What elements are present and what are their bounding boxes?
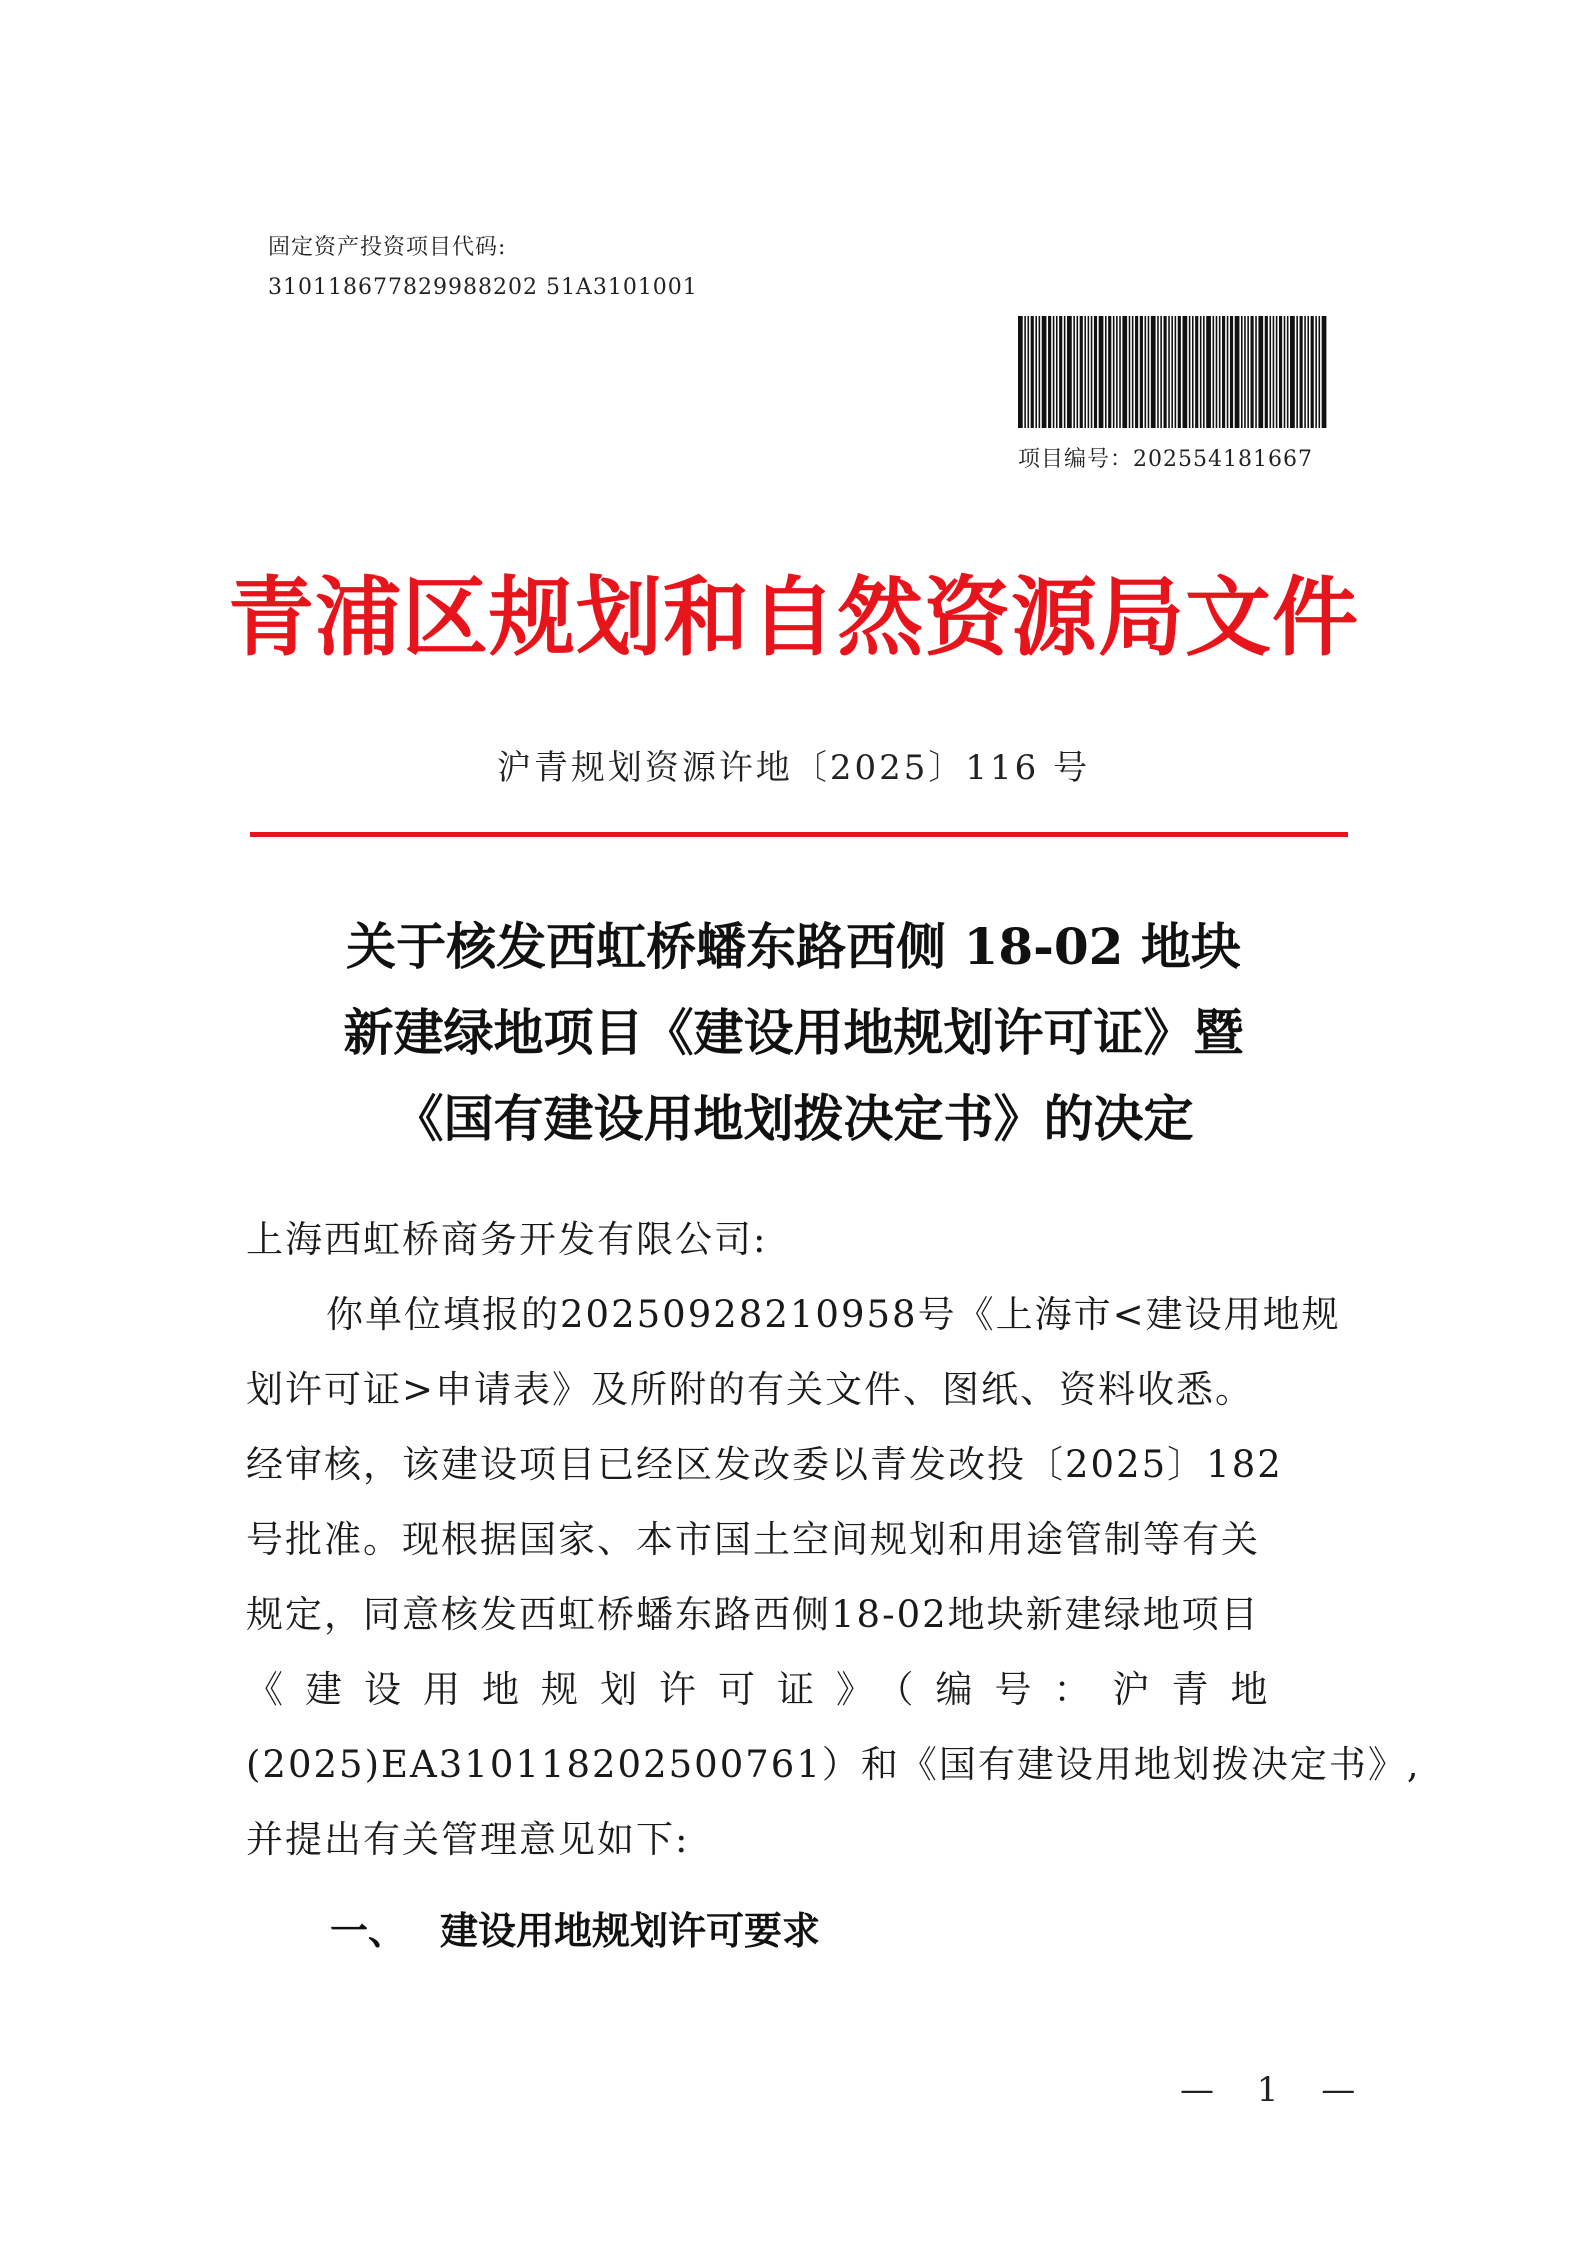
barcode-bar <box>1132 316 1134 428</box>
barcode-bar <box>1164 316 1167 428</box>
barcode-bar <box>1091 316 1093 428</box>
red-divider <box>250 832 1348 837</box>
section-heading <box>330 1900 820 1955</box>
barcode-bar <box>1084 316 1086 428</box>
barcode-bar <box>1108 316 1111 428</box>
barcode-bar <box>1200 316 1202 428</box>
barcode-bar <box>1216 316 1218 428</box>
barcode-bar <box>1251 316 1254 428</box>
barcode-bar <box>1024 316 1026 428</box>
barcode-bar <box>1059 316 1062 428</box>
body-text <box>246 1202 1421 1877</box>
barcode-bar <box>1157 316 1159 428</box>
issuing-authority-title: 青浦区规划和自然资源局文件 <box>228 568 1359 668</box>
barcode-bar <box>1073 316 1075 428</box>
barcode-bar <box>1269 316 1271 428</box>
body-line: 《建设用地规划许可证》（编号：沪青地 <box>246 1668 1290 1711</box>
body-line: (2025)EA310118202500761）和《国有建设用地划拨决定书》, <box>246 1743 1421 1786</box>
section-number: 一、 <box>330 1909 407 1953</box>
barcode-bar <box>1151 316 1156 428</box>
barcode-bar <box>1160 316 1162 428</box>
barcode-bar <box>1105 316 1107 428</box>
barcode-bar <box>1178 316 1181 428</box>
barcode-bar <box>1315 316 1317 428</box>
decision-title-line: 《国有建设用地划拨决定书》的决定 <box>393 1089 1194 1148</box>
barcode-bar <box>1053 316 1055 428</box>
barcode-bar <box>1290 316 1295 428</box>
barcode-bar <box>1255 316 1257 428</box>
barcode-bar <box>1311 316 1314 428</box>
document-number: 沪青规划资源许地〔2025〕116 号 <box>496 748 1091 788</box>
barcode-bar <box>1235 316 1240 428</box>
decision-title <box>0 904 1587 1162</box>
barcode-bar <box>1119 316 1121 428</box>
barcode-bar <box>1135 316 1138 428</box>
barcode-bar <box>1203 316 1205 428</box>
barcode-bar <box>1195 316 1198 428</box>
barcode-bar <box>1035 316 1037 428</box>
barcode-bar <box>1241 316 1243 428</box>
barcode-bar <box>1182 316 1187 428</box>
barcode-bar <box>1171 316 1173 428</box>
addressee: 上海西虹桥商务开发有限公司: <box>246 1218 768 1261</box>
barcode-bar <box>1265 316 1268 428</box>
barcode-bar <box>1192 316 1194 428</box>
barcode-bar <box>1148 316 1150 428</box>
barcode-bar <box>1189 316 1191 428</box>
barcode-bar <box>1304 316 1306 428</box>
section-title: 建设用地规划许可要求 <box>440 1909 821 1953</box>
barcode-bar <box>1284 316 1286 428</box>
barcode-bar <box>1088 316 1090 428</box>
barcode-bar <box>1168 316 1170 428</box>
fixed-asset-code-block <box>268 228 698 308</box>
barcode-bar <box>1039 316 1041 428</box>
decision-title-line: 新建绿地项目《建设用地规划许可证》暨 <box>343 1003 1244 1062</box>
barcode-bar <box>1300 316 1303 428</box>
body-line: 划许可证>申请表》及所附的有关文件、图纸、资料收悉。 <box>246 1368 1255 1411</box>
barcode-bar <box>1122 316 1127 428</box>
barcode-bar <box>1258 316 1263 428</box>
barcode-bar <box>1145 316 1147 428</box>
barcode-bar <box>1113 316 1115 428</box>
body-line: 规定，同意核发西虹桥蟠东路西侧18-02地块新建绿地项目 <box>246 1593 1260 1636</box>
barcode-bar <box>1206 316 1211 428</box>
barcode-bar <box>1273 316 1275 428</box>
barcode-bar <box>1094 316 1097 428</box>
barcode-bar <box>1077 316 1079 428</box>
barcode-icon <box>1018 316 1328 428</box>
barcode-bar <box>1279 316 1282 428</box>
barcode-bar <box>1080 316 1083 428</box>
barcode-bar <box>1099 316 1104 428</box>
page-number: — 1 — <box>1180 2070 1372 2110</box>
barcode-bar <box>1287 316 1289 428</box>
barcode-bar <box>1247 316 1249 428</box>
fixed-asset-code-label: 固定资产投资项目代码: <box>268 235 507 260</box>
barcode-bar <box>1296 316 1298 428</box>
barcode-bar <box>1056 316 1058 428</box>
barcode-bar <box>1244 316 1246 428</box>
barcode-bar <box>1067 316 1072 428</box>
barcode-bar <box>1027 316 1029 428</box>
barcode-bar <box>1116 316 1118 428</box>
decision-title-line: 关于核发西虹桥蟠东路西侧 18-02 地块 <box>346 917 1241 976</box>
barcode-bar <box>1319 316 1321 428</box>
barcode-bar <box>1129 316 1131 428</box>
barcode-bar <box>1227 316 1229 428</box>
barcode-bar <box>1222 316 1225 428</box>
barcode-bar <box>1276 316 1278 428</box>
barcode-bar <box>1213 316 1215 428</box>
fixed-asset-code-value: 310118677829988202 51A3101001 <box>268 275 698 300</box>
barcode-bar <box>1042 316 1047 428</box>
barcode-bar <box>1322 316 1327 428</box>
barcode-bar <box>1031 316 1034 428</box>
barcode-bar <box>1219 316 1221 428</box>
body-line: 你单位填报的20250928210958号《上海市<建设用地规 <box>326 1293 1341 1336</box>
barcode-bar <box>1018 316 1023 428</box>
body-line: 经审核，该建设项目已经区发改委以青发改投〔2025〕182 <box>246 1443 1283 1486</box>
barcode-bar <box>1307 316 1309 428</box>
body-line: 并提出有关管理意见如下: <box>246 1818 690 1861</box>
barcode-bar <box>1175 316 1177 428</box>
barcode-bar <box>1048 316 1051 428</box>
barcode-bar <box>1140 316 1143 428</box>
barcode-bar <box>1230 316 1233 428</box>
project-number: 项目编号：202554181667 <box>1018 447 1313 472</box>
body-line: 号批准。现根据国家、本市国土空间规划和用途管制等有关 <box>246 1518 1260 1561</box>
barcode-bar <box>1064 316 1066 428</box>
